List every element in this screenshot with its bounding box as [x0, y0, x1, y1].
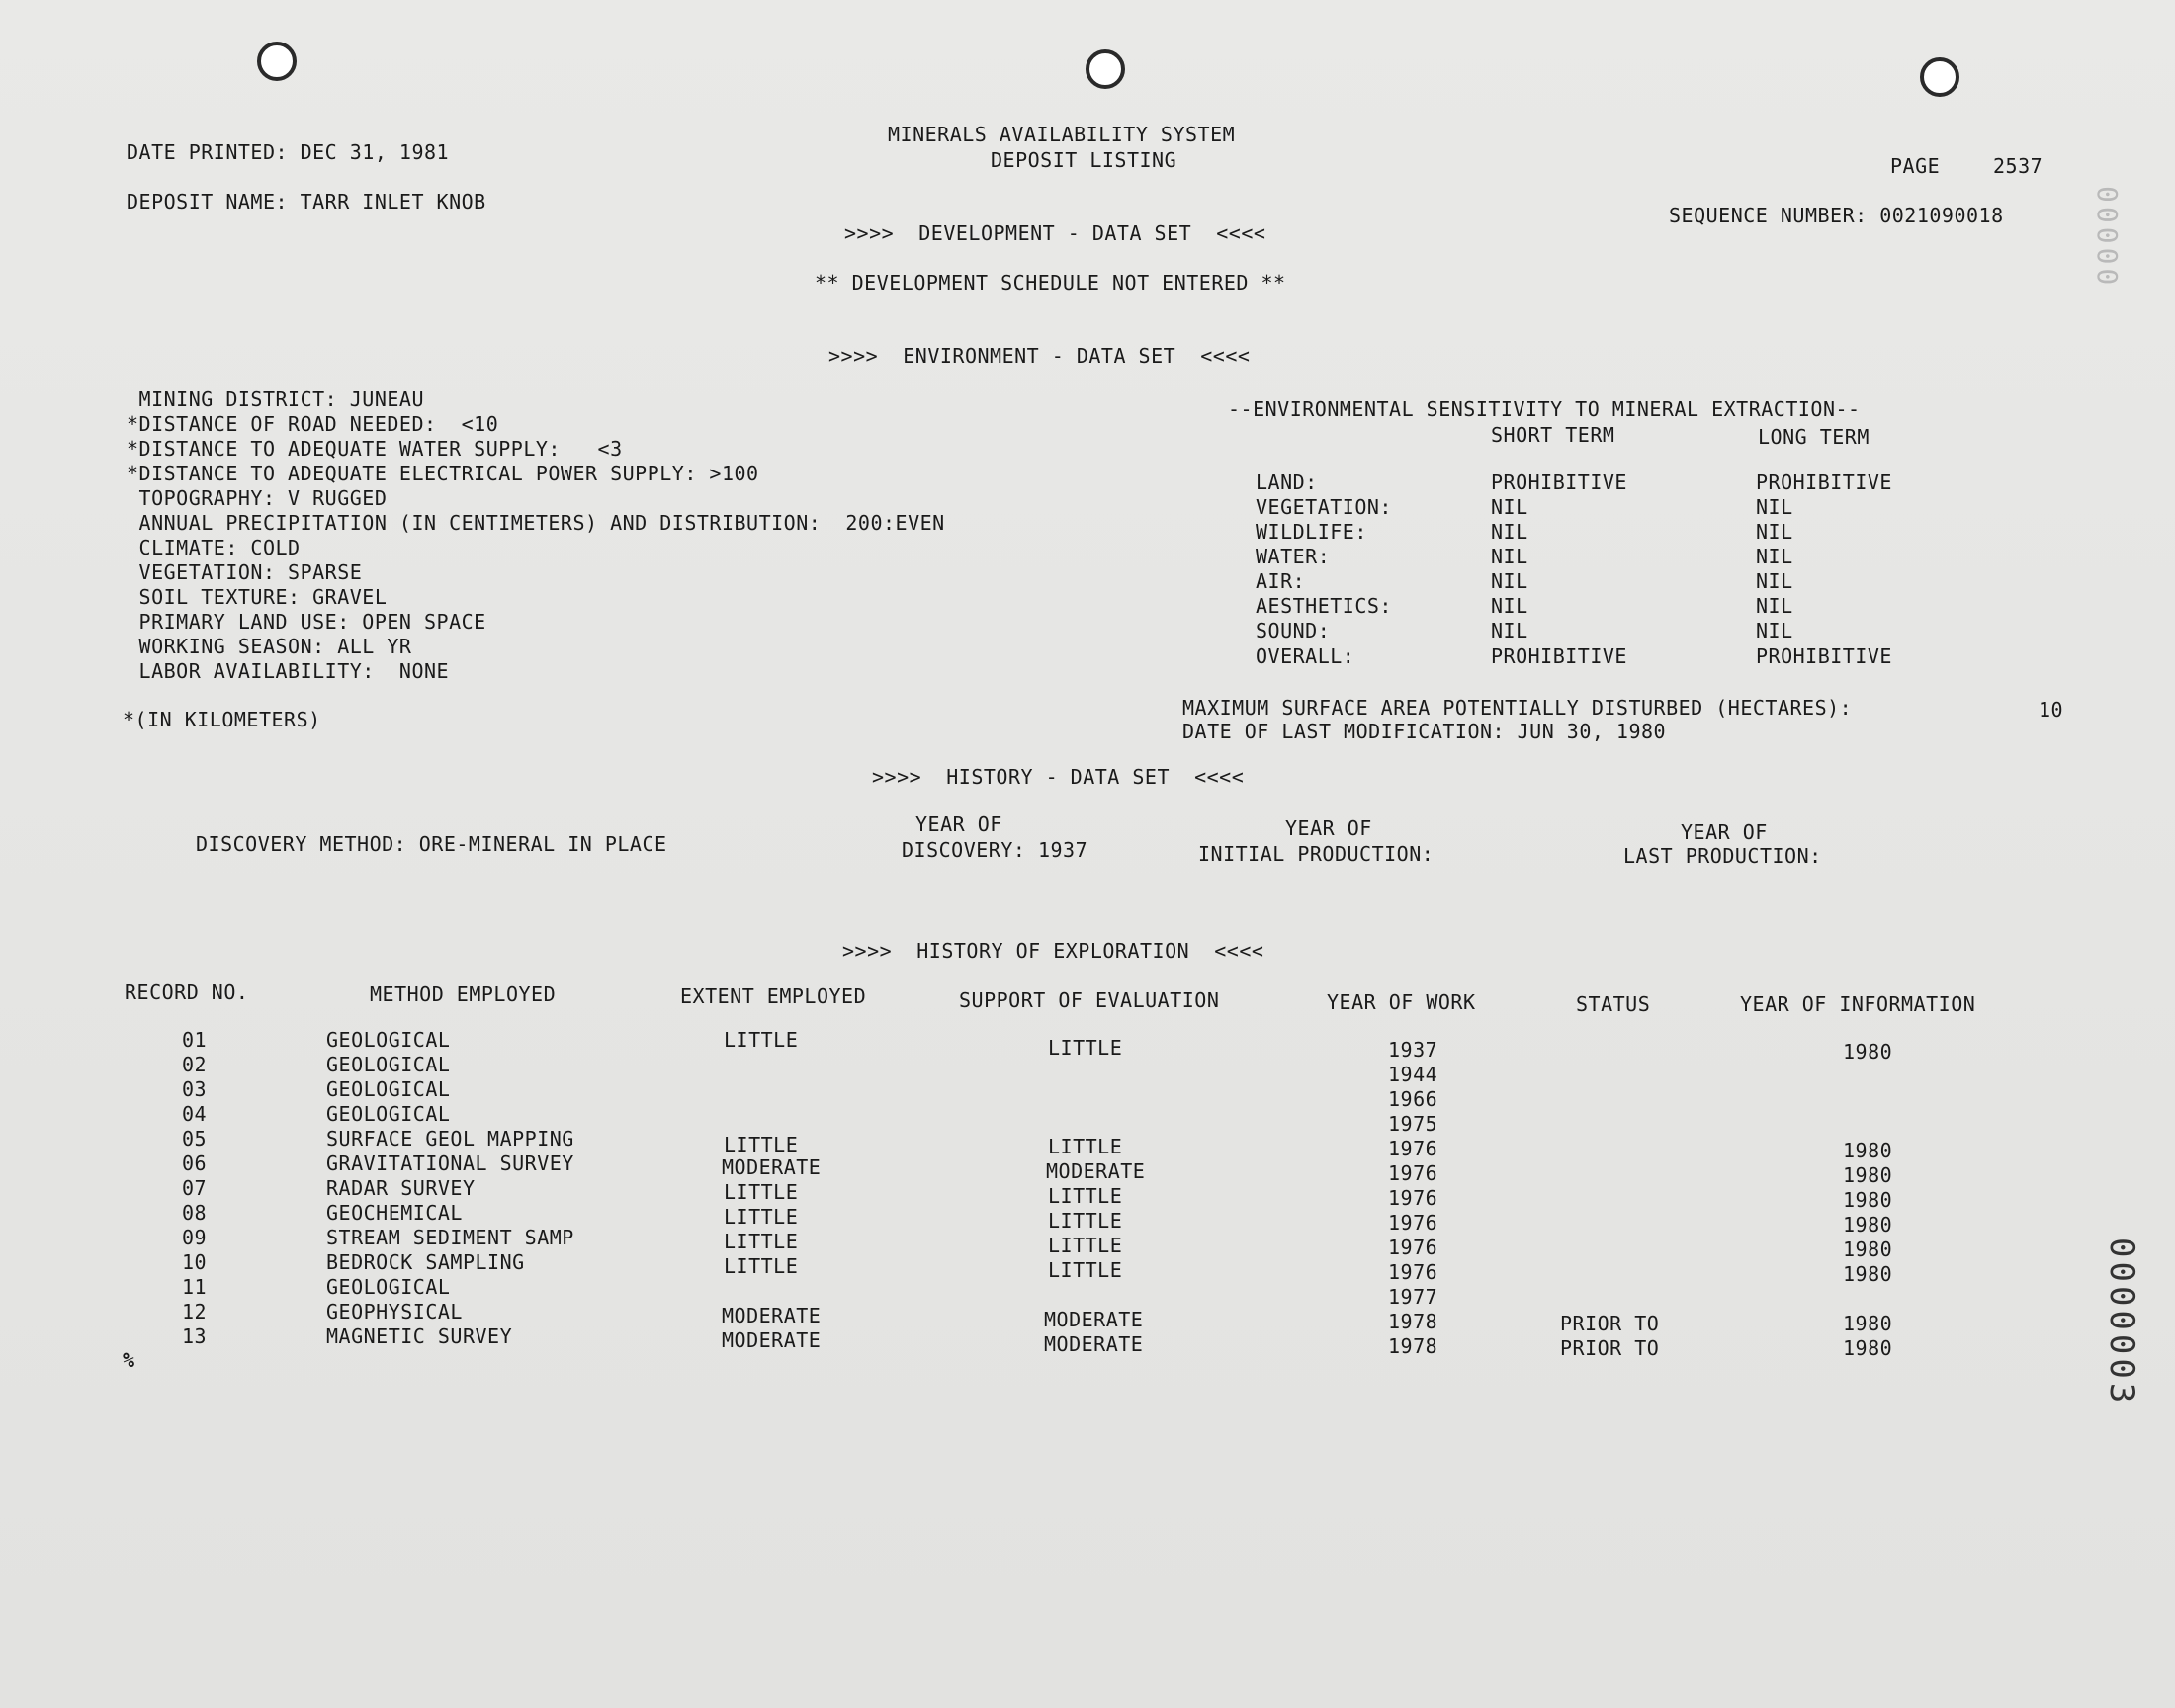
year-of-information: 1980 [1843, 1139, 1893, 1162]
extent-employed: MODERATE [722, 1328, 822, 1352]
year-of-work: 1975 [1388, 1112, 1438, 1136]
extent-employed: LITTLE [724, 1180, 799, 1204]
column-year-of-info: YEAR OF INFORMATION [1740, 992, 1976, 1016]
support-of-evaluation: LITTLE [1048, 1135, 1123, 1158]
sensitivity-factor: WATER: [1256, 545, 1331, 568]
record-no: 04 [182, 1102, 208, 1126]
year-of-work: 1978 [1388, 1310, 1438, 1333]
max-surface-value: 10 [2039, 698, 2064, 722]
year-of-label-discovery: YEAR OF [915, 812, 1002, 836]
status: PRIOR TO [1560, 1336, 1660, 1360]
extent-employed: LITTLE [724, 1205, 799, 1229]
year-of-information: 1980 [1843, 1312, 1893, 1335]
year-of-work: 1976 [1388, 1186, 1438, 1210]
sensitivity-short: NIL [1491, 619, 1528, 642]
environment-line: *DISTANCE TO ADEQUATE WATER SUPPLY: <3 [127, 437, 623, 461]
kilometers-footnote: *(IN KILOMETERS) [123, 708, 321, 731]
sensitivity-factor: LAND: [1256, 470, 1318, 494]
development-heading: >>>> DEVELOPMENT - DATA SET <<<< [844, 221, 1266, 245]
exploration-heading: >>>> HISTORY OF EXPLORATION <<<< [842, 939, 1264, 963]
year-of-information: 1980 [1843, 1163, 1893, 1187]
development-note: ** DEVELOPMENT SCHEDULE NOT ENTERED ** [815, 271, 1286, 295]
table-row [0, 1028, 2175, 1064]
table-row [0, 1275, 2175, 1309]
year-of-information: 1980 [1843, 1040, 1893, 1064]
sensitivity-row [0, 644, 2175, 668]
sensitivity-factor: AIR: [1256, 569, 1306, 593]
sensitivity-long: NIL [1756, 594, 1793, 618]
sensitivity-factor: AESTHETICS: [1256, 594, 1392, 618]
date-printed: DATE PRINTED: DEC 31, 1981 [127, 140, 450, 164]
column-extent: EXTENT EMPLOYED [680, 984, 867, 1008]
sensitivity-short: NIL [1491, 594, 1528, 618]
record-no: 09 [182, 1226, 208, 1249]
sensitivity-factor: VEGETATION: [1256, 495, 1392, 519]
sensitivity-short: NIL [1491, 545, 1528, 568]
environment-line: *DISTANCE OF ROAD NEEDED: <10 [127, 412, 499, 436]
record-no: 11 [182, 1275, 208, 1299]
method-employed: STREAM SEDIMENT SAMP [326, 1226, 574, 1249]
end-of-listing-mark: % [123, 1348, 135, 1372]
table-row [0, 1077, 2175, 1111]
sensitivity-row [0, 569, 2175, 593]
method-employed: MAGNETIC SURVEY [326, 1324, 513, 1348]
sensitivity-short: NIL [1491, 495, 1528, 519]
record-no: 12 [182, 1300, 208, 1324]
record-no: 03 [182, 1077, 208, 1101]
punch-hole-center [1086, 49, 1125, 89]
support-of-evaluation: LITTLE [1048, 1209, 1123, 1233]
record-no: 08 [182, 1201, 208, 1225]
method-employed: RADAR SURVEY [326, 1176, 476, 1200]
column-support: SUPPORT OF EVALUATION [959, 988, 1220, 1012]
extent-employed: LITTLE [724, 1133, 799, 1156]
status: PRIOR TO [1560, 1312, 1660, 1335]
method-employed: GEOCHEMICAL [326, 1201, 463, 1225]
environment-line: WORKING SEASON: ALL YR [127, 635, 412, 658]
sensitivity-long: PROHIBITIVE [1756, 470, 1892, 494]
method-employed: GEOPHYSICAL [326, 1300, 463, 1324]
sensitivity-short: PROHIBITIVE [1491, 470, 1627, 494]
year-of-information: 1980 [1843, 1188, 1893, 1212]
table-row [0, 1127, 2175, 1162]
method-employed: SURFACE GEOL MAPPING [326, 1127, 574, 1151]
record-no: 13 [182, 1324, 208, 1348]
sensitivity-short: PROHIBITIVE [1491, 644, 1627, 668]
year-of-work: 1937 [1388, 1038, 1438, 1062]
table-row [0, 1201, 2175, 1237]
extent-employed: LITTLE [724, 1230, 799, 1253]
year-of-work: 1978 [1388, 1334, 1438, 1358]
punch-hole-right [1920, 57, 1959, 97]
last-modification-date: DATE OF LAST MODIFICATION: JUN 30, 1980 [1182, 720, 1667, 743]
system-title: MINERALS AVAILABILITY SYSTEM [888, 123, 1236, 146]
support-of-evaluation: MODERATE [1044, 1332, 1144, 1356]
column-method: METHOD EMPLOYED [370, 982, 557, 1006]
environment-line: LABOR AVAILABILITY: NONE [127, 659, 450, 683]
sensitivity-factor: WILDLIFE: [1256, 520, 1367, 544]
environment-line: TOPOGRAPHY: V RUGGED [127, 486, 388, 510]
table-row [0, 1300, 2175, 1335]
sensitivity-factor: OVERALL: [1256, 644, 1355, 668]
long-term-header: LONG TERM [1758, 425, 1870, 449]
support-of-evaluation: LITTLE [1048, 1184, 1123, 1208]
record-no: 07 [182, 1176, 208, 1200]
last-production: LAST PRODUCTION: [1623, 844, 1822, 868]
page-label: PAGE [1890, 154, 1941, 178]
table-row [0, 1250, 2175, 1286]
year-of-information: 1980 [1843, 1238, 1893, 1261]
support-of-evaluation: LITTLE [1048, 1258, 1123, 1282]
sensitivity-long: NIL [1756, 545, 1793, 568]
record-no: 06 [182, 1152, 208, 1175]
year-of-work: 1977 [1388, 1285, 1438, 1309]
environment-line: MINING DISTRICT: JUNEAU [127, 387, 424, 411]
method-employed: GRAVITATIONAL SURVEY [326, 1152, 574, 1175]
extent-employed: MODERATE [722, 1304, 822, 1327]
sensitivity-factor: SOUND: [1256, 619, 1331, 642]
extent-employed: LITTLE [724, 1028, 799, 1052]
environment-line: ANNUAL PRECIPITATION (IN CENTIMETERS) AND DISTRIBUTION: 200:EVEN [127, 511, 945, 535]
table-row [0, 1324, 2175, 1360]
sensitivity-long: NIL [1756, 495, 1793, 519]
support-of-evaluation: LITTLE [1048, 1234, 1123, 1257]
method-employed: GEOLOGICAL [326, 1102, 451, 1126]
method-employed: GEOLOGICAL [326, 1077, 451, 1101]
environment-line: CLIMATE: COLD [127, 536, 301, 559]
method-employed: GEOLOGICAL [326, 1275, 451, 1299]
short-term-header: SHORT TERM [1491, 423, 1615, 447]
sequence-number: SEQUENCE NUMBER: 0021090018 [1669, 204, 2004, 227]
listing-title: DEPOSIT LISTING [991, 148, 1177, 172]
table-row [0, 1053, 2175, 1086]
sensitivity-row [0, 545, 2175, 568]
year-of-work: 1976 [1388, 1211, 1438, 1235]
year-of-information: 1980 [1843, 1336, 1893, 1360]
year-of-label-initial: YEAR OF [1285, 816, 1372, 840]
support-of-evaluation: LITTLE [1048, 1036, 1123, 1060]
method-employed: GEOLOGICAL [326, 1028, 451, 1052]
initial-production: INITIAL PRODUCTION: [1198, 842, 1435, 866]
column-year-of-work: YEAR OF WORK [1327, 990, 1476, 1014]
table-row [0, 1102, 2175, 1136]
sensitivity-short: NIL [1491, 569, 1528, 593]
year-of-work: 1966 [1388, 1087, 1438, 1111]
environment-line: SOIL TEXTURE: GRAVEL [127, 585, 388, 609]
sensitivity-row [0, 619, 2175, 642]
punch-hole-left [257, 42, 297, 81]
year-of-work: 1976 [1388, 1260, 1438, 1284]
discovery-year: DISCOVERY: 1937 [902, 838, 1088, 862]
sensitivity-row [0, 594, 2175, 618]
sensitivity-long: NIL [1756, 520, 1793, 544]
table-row [0, 1152, 2175, 1187]
year-of-label-last: YEAR OF [1681, 820, 1768, 844]
year-of-work: 1944 [1388, 1063, 1438, 1086]
extent-employed: LITTLE [724, 1254, 799, 1278]
year-of-information: 1980 [1843, 1262, 1893, 1286]
sensitivity-row [0, 520, 2175, 544]
sensitivity-row [0, 495, 2175, 519]
discovery-method: DISCOVERY METHOD: ORE-MINERAL IN PLACE [196, 832, 667, 856]
table-row [0, 1226, 2175, 1261]
year-of-work: 1976 [1388, 1236, 1438, 1259]
sensitivity-title: --ENVIRONMENTAL SENSITIVITY TO MINERAL EXTRACTION-- [1228, 397, 1861, 421]
sensitivity-long: PROHIBITIVE [1756, 644, 1892, 668]
environment-line: *DISTANCE TO ADEQUATE ELECTRICAL POWER SUPPLY: >100 [127, 462, 759, 485]
method-employed: BEDROCK SAMPLING [326, 1250, 525, 1274]
extent-employed: MODERATE [722, 1155, 822, 1179]
record-no: 01 [182, 1028, 208, 1052]
faint-side-number: 00000 [2091, 186, 2124, 290]
sensitivity-short: NIL [1491, 520, 1528, 544]
sensitivity-long: NIL [1756, 619, 1793, 642]
support-of-evaluation: MODERATE [1046, 1159, 1146, 1183]
year-of-work: 1976 [1388, 1161, 1438, 1185]
sensitivity-row [0, 470, 2175, 494]
record-no: 02 [182, 1053, 208, 1076]
side-stamp-number: 0000003 [2102, 1238, 2141, 1408]
table-row [0, 1176, 2175, 1212]
history-heading: >>>> HISTORY - DATA SET <<<< [872, 765, 1245, 789]
environment-heading: >>>> ENVIRONMENT - DATA SET <<<< [828, 344, 1251, 368]
deposit-name: DEPOSIT NAME: TARR INLET KNOB [127, 190, 486, 214]
record-no: 05 [182, 1127, 208, 1151]
year-of-information: 1980 [1843, 1213, 1893, 1237]
page-number: 2537 [1993, 154, 2044, 178]
environment-line: PRIMARY LAND USE: OPEN SPACE [127, 610, 486, 634]
environment-line: VEGETATION: SPARSE [127, 560, 363, 584]
support-of-evaluation: MODERATE [1044, 1308, 1144, 1331]
sensitivity-long: NIL [1756, 569, 1793, 593]
max-surface-label: MAXIMUM SURFACE AREA POTENTIALLY DISTURBED (HECTARES): [1182, 696, 1853, 720]
column-record-no: RECORD NO. [125, 981, 249, 1004]
method-employed: GEOLOGICAL [326, 1053, 451, 1076]
column-status: STATUS [1576, 992, 1651, 1016]
record-no: 10 [182, 1250, 208, 1274]
year-of-work: 1976 [1388, 1137, 1438, 1160]
